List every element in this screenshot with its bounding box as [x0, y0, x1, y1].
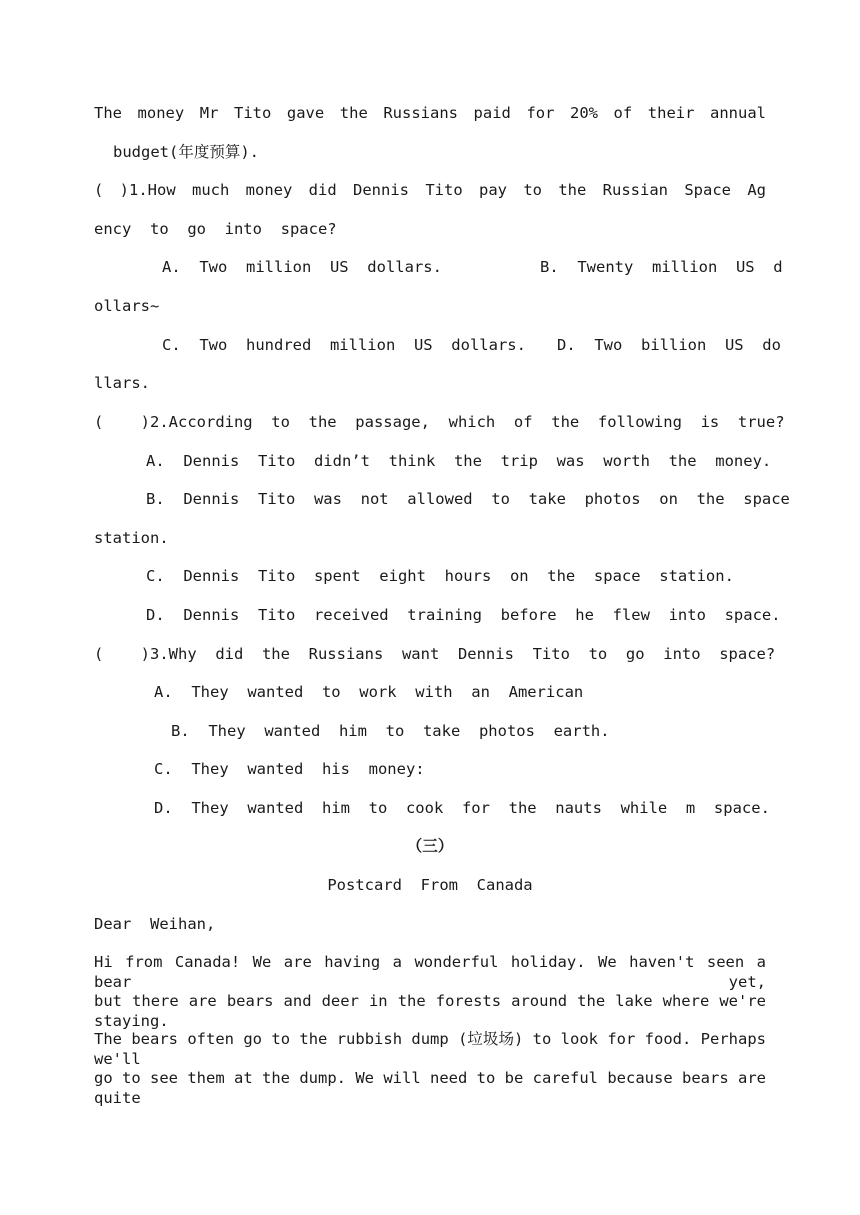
question-3-stem: ( )3.Why did the Russians want Dennis Tito to go into space?: [94, 645, 776, 663]
question-2-option-b: B. Dennis Tito was not allowed to take photos on the space: [146, 490, 790, 508]
question-2-option-a: A. Dennis Tito didn’t think the trip was worth the money.: [146, 452, 772, 470]
postcard-salutation: Dear Weihan,: [94, 915, 216, 933]
question-1-option-c: C. Two hundred million US dollars.: [162, 336, 526, 354]
passage-closing-line-2: budget(年度预算).: [113, 143, 259, 161]
question-1-option-a: A. Two million US dollars.: [162, 258, 442, 276]
passage-closing-line-1: The money Mr Tito gave the Russians paid for 20% of their annual: [94, 104, 766, 122]
question-3-option-b: B. They wanted him to take photos earth.: [171, 722, 610, 740]
question-1-option-d: D. Two billion US do: [557, 336, 781, 354]
question-3-option-c: C. They wanted his money:: [154, 760, 425, 778]
question-3-option-d: D. They wanted him to cook for the nauts while m space.: [154, 799, 770, 817]
postcard-body-line: but there are bears and deer in the forests around the lake where we're staying.: [94, 992, 766, 1030]
postcard-body-line: Hi from Canada! We are having a wonderful holiday. We haven't seen a bear yet,: [94, 953, 766, 991]
question-2-option-d: D. Dennis Tito received training before he flew into space.: [146, 606, 781, 624]
question-2-option-b-wrap: station.: [94, 529, 169, 547]
postcard-body-line: The bears often go to the rubbish dump (垃圾场) to look for food. Perhaps we'll: [94, 1030, 766, 1068]
question-1-stem-line-2: ency to go into space?: [94, 220, 337, 238]
question-2-option-c: C. Dennis Tito spent eight hours on the space station.: [146, 567, 734, 585]
section-heading: （三）: [406, 837, 454, 855]
question-1-stem-line-1: ( )1.How much money did Dennis Tito pay to the Russian Space Ag: [94, 181, 766, 199]
question-1-option-b-wrap: ollars~: [94, 297, 160, 315]
question-1-option-b: B. Twenty million US d: [540, 258, 783, 276]
postcard-title: Postcard From Canada: [327, 876, 533, 894]
question-2-stem: ( )2.According to the passage, which of the following is true?: [94, 413, 785, 431]
question-1-option-d-wrap: llars.: [94, 374, 150, 392]
postcard-body-line: go to see them at the dump. We will need to be careful because bears are quite: [94, 1069, 766, 1107]
question-3-option-a: A. They wanted to work with an American: [154, 683, 584, 701]
